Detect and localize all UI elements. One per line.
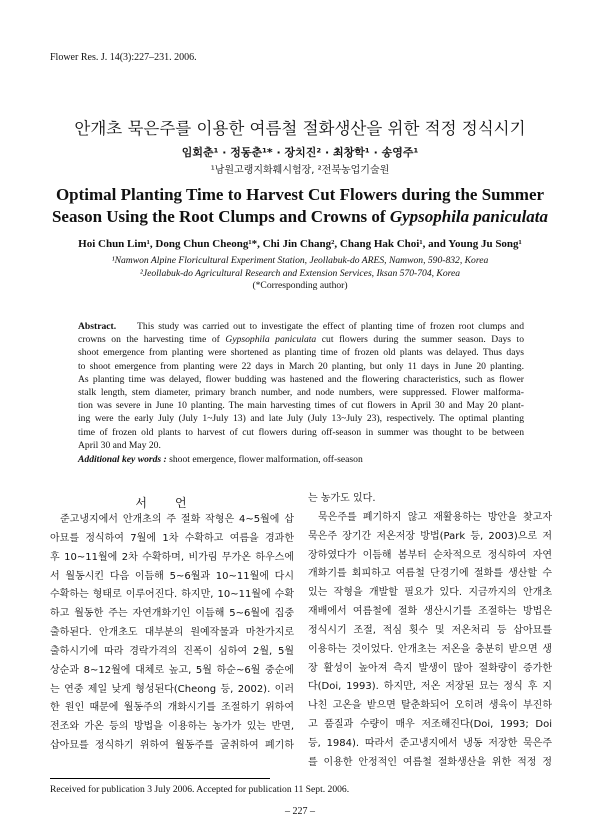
body-text-line: 있는 작형을 개발할 필요가 있다. 지금까지의 안개초 xyxy=(308,587,552,599)
affiliation-line: ²Jeollabuk-do Agricultural Research and Extension Services, Iksan 570-704, Korea xyxy=(139,268,461,279)
body-text-line: 고 품질과 수량이 매우 저조해진다(Doi, 1993; Doi xyxy=(308,719,552,731)
abstract xyxy=(78,320,524,452)
body-text-line: 개화기를 회피하고 여름철 단경기에 절화를 생산할 수 xyxy=(308,568,552,580)
body-text-line: 후 10~11월에 2차 수확하며, 비가림 무가온 하우스에 xyxy=(50,551,294,563)
abstract-line: tion was severe in June 10 planting. The main harvesting times of cut flowers in April 30 and May 20 plant- xyxy=(78,400,524,412)
abstract-line: As planting time was delayed, flower budding was hastened and the flowering characteristics, such as flower xyxy=(78,373,524,385)
body-text-line: 삽아묘를 정식하기 위하여 월동주를 굴취하여 폐기하 xyxy=(50,740,294,752)
section-heading-introduction: 서언 xyxy=(135,496,215,510)
corresponding-author-note: (*Corresponding author) xyxy=(252,280,348,291)
body-right-column xyxy=(308,490,552,773)
korean-title: 안개초 묵은주를 이용한 여름철 절화생산을 위한 적정 정식시기 xyxy=(74,119,526,138)
abstract-line: shoot emergence from planting were shortened as planting time of frozen old plants was delayed. Thus days xyxy=(78,347,524,359)
korean-authors: 임회춘¹ · 정동춘¹* · 장치진² · 최창학¹ · 송영주¹ xyxy=(181,146,419,159)
body-text-line: 등, 1984). 따라서 준고냉지에서 냉동 저장한 묵은주 xyxy=(308,737,552,749)
body-text-line: 재배에서 여름철에 절화 생산시기를 조절하는 방법은 xyxy=(308,606,552,618)
english-title xyxy=(40,184,560,228)
abstract-line: time of frozen old plants to harvest of cut flowers during off-season in summer was thought to be between xyxy=(78,426,524,438)
english-authors: Hoi Chun Lim¹, Dong Chun Cheong¹*, Chi Jin Chang², Chang Hak Choi¹, and Young Ju Song¹ xyxy=(78,238,522,250)
abstract-line: stalk length, stem diameter, primary branch number, and node numbers, were suppressed. Flower malforma- xyxy=(78,387,524,399)
body-text-line: 다(Doi, 1993). 하지만, 저온 저장된 묘는 정식 후 지 xyxy=(308,681,552,693)
body-text-line: 를 이용한 안정적인 여름철 절화생산을 위한 적정 정 xyxy=(308,756,552,768)
body-text-line: 상순과 8~12월에 대체로 높고, 5월 하순~6월 중순에 xyxy=(50,664,294,676)
abstract-line: crowns on the harvesting time of Gypsophila paniculata cut flowers during the summer season. Days to xyxy=(78,334,525,346)
abstract-line: April 30 and May 20. xyxy=(78,439,161,451)
body-text-line: 는 농가도 있다. xyxy=(308,493,376,504)
key-words-text: shoot emergence, flower malformation, off-season xyxy=(169,454,363,465)
body-text-line: 출하된다. 안개초도 대부분의 원예작물과 마찬가지로 xyxy=(50,627,294,639)
body-text-line: 묵은주 장기간 저온저장 방법(Park 등, 2003)으로 저 xyxy=(308,530,552,542)
body-text-line: 이용하는 것이었다. 안개초는 저온을 충분히 받으면 생 xyxy=(308,643,552,655)
body-left-column xyxy=(50,511,294,756)
abstract-line: ing were the early July (July 1~July 13) and late July (July 13~July 23), respectively. The optimal planting xyxy=(78,413,524,425)
footnote-divider xyxy=(50,778,270,779)
body-text-line: 장하였다가 이듬해 봄부터 순차적으로 정식하여 자연 xyxy=(308,549,552,561)
body-text-line: 준고냉지에서 안개초의 주 절화 작형은 4~5월에 삽 xyxy=(60,514,294,525)
abstract-line xyxy=(78,320,524,333)
body-text-line: 장 활성이 높아져 측지 발생이 많아 절화량이 증가한 xyxy=(308,662,552,674)
body-text-line: 한 원인 때문에 월동주의 개화시기를 조절하기 위하여 xyxy=(50,702,294,714)
english-title-line: Season Using the Root Clumps and Crowns of Gypsophila paniculata xyxy=(51,207,549,226)
abstract-label: Abstract. xyxy=(78,321,117,332)
abstract-text: This study was carried out to investigate the effect of planting time of frozen root clumps and xyxy=(137,321,524,332)
english-title-line: Optimal Planting Time to Harvest Cut Flowers during the Summer xyxy=(55,185,545,204)
key-words-label: Additional key words : xyxy=(78,454,167,465)
footnote: Received for publication 3 July 2006. Accepted for publication 11 Sept. 2006. xyxy=(50,784,350,795)
body-text-line: 는 연중 제일 낮게 형성된다(Cheong 등, 2002). 이러 xyxy=(50,683,294,695)
body-text-line: 나친 고온을 받으면 탈춘화되어 오히려 생육이 부진하 xyxy=(308,700,552,712)
abstract-line: to shoot emergence from planting were 22 days in March 20 planting, but only 11 days in June 20 planting. xyxy=(78,360,524,372)
body-text-line: 하고 월동한 주는 자연개화기인 이듬해 5~6월에 집중 xyxy=(50,608,294,620)
page-number: – 227 – xyxy=(285,806,315,817)
body-text-line: 아묘를 정식하여 7월에 1차 수확하고 여름을 경과한 xyxy=(50,532,294,544)
key-words xyxy=(78,454,524,465)
body-text-line: 수확하는 형태로 이루어진다. 하지만, 10~11월에 수확 xyxy=(50,589,294,601)
korean-affiliations: ¹남원고랭지화훼시험장, ²전북농업기술원 xyxy=(210,165,390,176)
english-affiliations xyxy=(30,254,570,280)
body-text-line: 정식시기 조절, 적심 횟수 및 저온처리 등 삽아묘를 xyxy=(308,624,552,636)
body-text-line: 전조와 가온 등의 방법을 이용하는 농가가 있는 반면, xyxy=(50,721,294,733)
affiliation-line: ¹Namwon Alpine Floricultural Experiment Station, Jeollabuk-do ARES, Namwon, 590-832, Korea xyxy=(111,255,489,266)
body-text-line: 서 월동시킨 다음 이듬해 5~6월과 10~11월에 다시 xyxy=(50,570,294,582)
body-text-line: 출하시기에 따라 경락가격의 진폭이 심하여 2월, 5월 xyxy=(50,645,294,657)
body-text-line: 묵은주를 폐기하지 않고 재활용하는 방안을 찾고자 xyxy=(318,511,552,523)
journal-header: Flower Res. J. 14(3):227–231. 2006. xyxy=(50,52,197,63)
